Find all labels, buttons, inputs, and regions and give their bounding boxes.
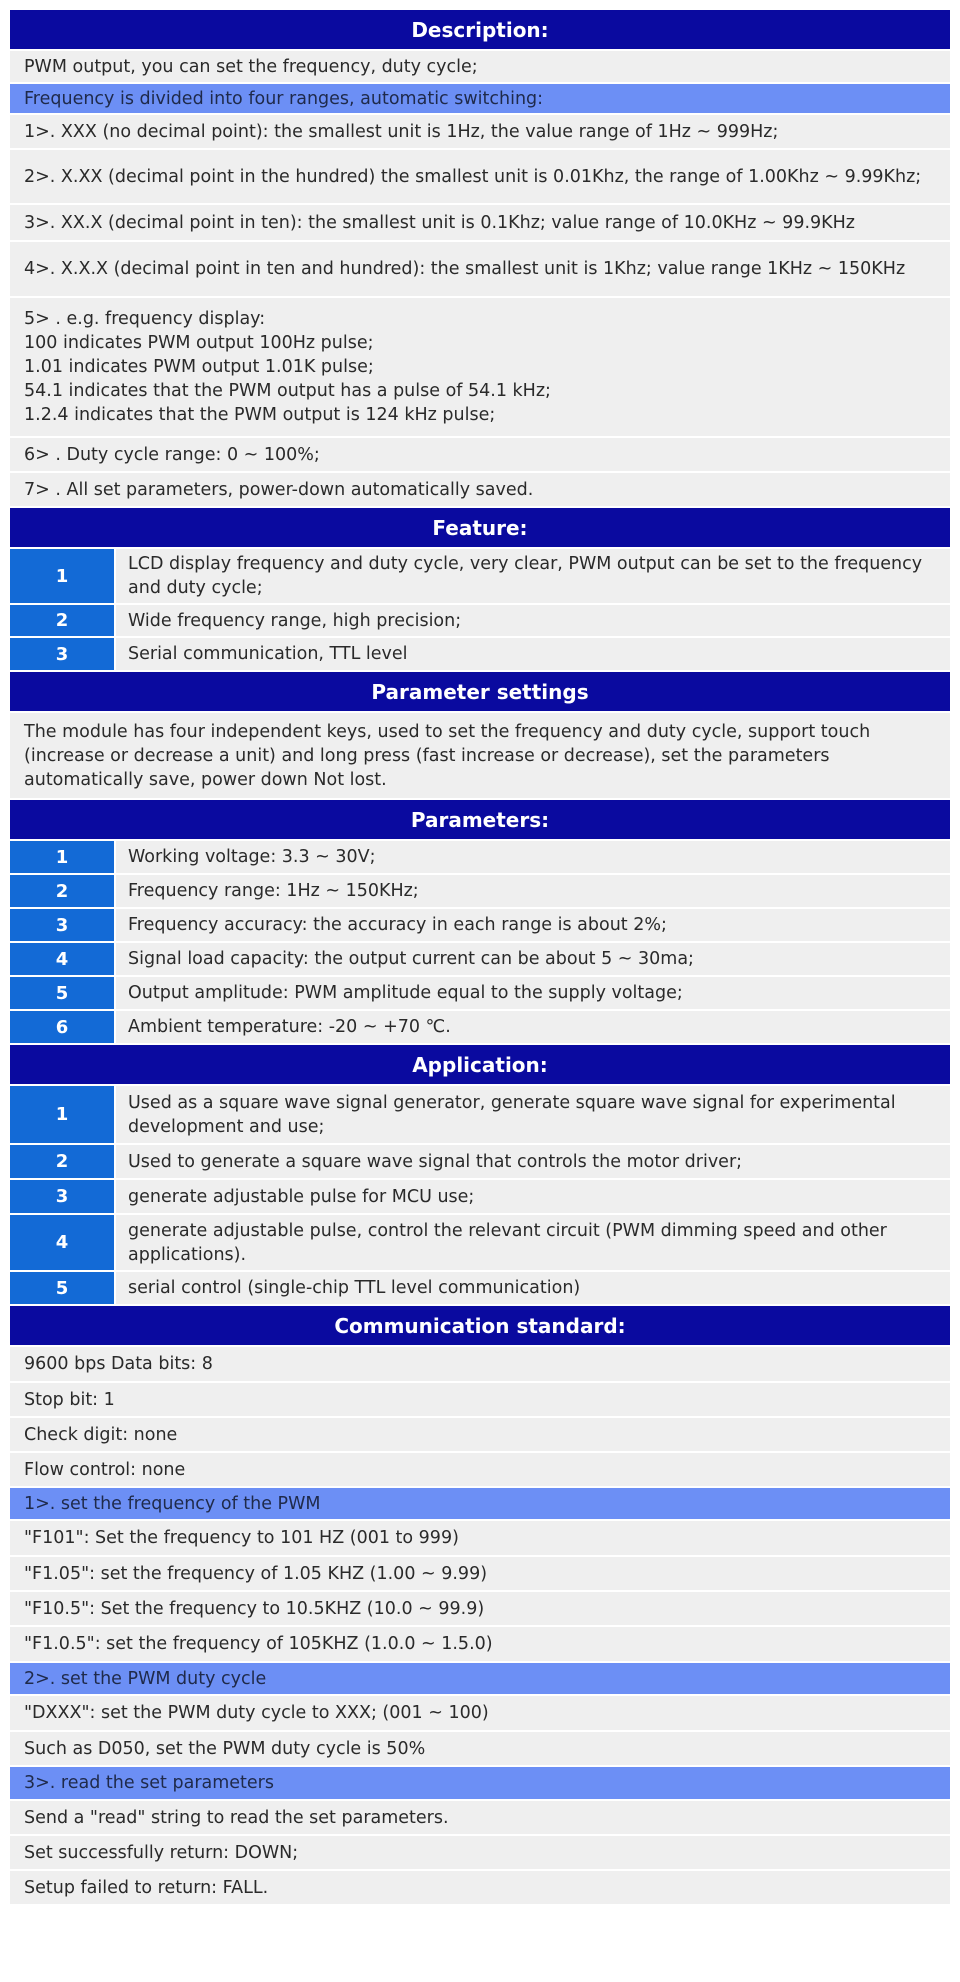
- item-number: 2: [10, 605, 116, 636]
- item-text: Working voltage: 3.3 ~ 30V;: [116, 841, 950, 873]
- text-row-text: 9600 bps Data bits: 8: [24, 1354, 213, 1374]
- numbered-row: [10, 1011, 950, 1045]
- text-row: [10, 1383, 950, 1418]
- text-row: [10, 713, 950, 800]
- text-row: [10, 1347, 950, 1383]
- numbered-row: [10, 1086, 950, 1145]
- text-row: [10, 205, 950, 242]
- subheading-row: [10, 84, 950, 115]
- text-row-text: The module has four independent keys, used to set the frequency and duty cycle, support touch (increase or decrease a unit) and long press (fast increase or decrease), set the parameters automatically save, power down Not lost.: [24, 721, 871, 790]
- text-row: [10, 1732, 950, 1767]
- section-header: [10, 10, 950, 51]
- item-text: Used to generate a square wave signal that controls the motor driver;: [116, 1145, 950, 1178]
- item-number: 1: [10, 549, 116, 603]
- item-number: 3: [10, 1180, 116, 1213]
- item-number: 4: [10, 943, 116, 975]
- text-row: [10, 1801, 950, 1836]
- text-row: [10, 150, 950, 205]
- item-text: generate adjustable pulse for MCU use;: [116, 1180, 950, 1213]
- text-row-text: Set successfully return: DOWN;: [24, 1842, 299, 1863]
- text-row: [10, 51, 950, 84]
- item-number: 4: [10, 1215, 116, 1270]
- text-row-text: 3>. XX.X (decimal point in ten): the smallest unit is 0.1Khz; value range of 10.0KHz ~ 99.9KHz: [24, 212, 855, 233]
- item-text: Signal load capacity: the output current can be about 5 ~ 30ma;: [116, 943, 950, 975]
- item-text: Used as a square wave signal generator, generate square wave signal for experimental development and use;: [116, 1086, 950, 1143]
- text-row-text: 1>. XXX (no decimal point): the smallest unit is 1Hz, the value range of 1Hz ~ 999Hz;: [24, 121, 779, 142]
- spec-document: [10, 8, 950, 1906]
- text-row: [10, 115, 950, 150]
- numbered-row: [10, 1272, 950, 1306]
- item-number: 1: [10, 841, 116, 873]
- section-header: [10, 1306, 950, 1347]
- item-text: Output amplitude: PWM amplitude equal to the supply voltage;: [116, 977, 950, 1009]
- numbered-row: [10, 909, 950, 943]
- section-header: [10, 672, 950, 713]
- section-header-text: Parameter settings: [371, 679, 589, 704]
- subheading-row: [10, 1488, 950, 1521]
- text-row: [10, 1521, 950, 1557]
- text-row: [10, 1453, 950, 1488]
- text-row: [10, 473, 950, 508]
- subheading-row: [10, 1767, 950, 1801]
- text-row-text: 6> . Duty cycle range: 0 ~ 100%;: [24, 444, 320, 465]
- item-number: 5: [10, 1272, 116, 1304]
- text-row: [10, 1418, 950, 1453]
- text-row-text: "F1.05": set the frequency of 1.05 KHZ (1.00 ~ 9.99): [24, 1563, 488, 1584]
- numbered-row: [10, 638, 950, 672]
- item-text: Ambient temperature: -20 ~ +70 ℃.: [116, 1011, 950, 1043]
- item-number: 5: [10, 977, 116, 1009]
- text-row-text: Such as D050, set the PWM duty cycle is 50%: [24, 1738, 426, 1759]
- text-row-text: "DXXX": set the PWM duty cycle to XXX; (001 ~ 100): [24, 1703, 489, 1723]
- text-row-text: Flow control: none: [24, 1459, 186, 1480]
- text-row: [10, 1627, 950, 1663]
- item-text: Frequency accuracy: the accuracy in each range is about 2%;: [116, 909, 950, 941]
- section-header-text: Communication standard:: [334, 1313, 626, 1338]
- text-row: [10, 1836, 950, 1871]
- text-row-text: "F10.5": Set the frequency to 10.5KHZ (10.0 ~ 99.9): [24, 1598, 485, 1619]
- text-row: [10, 1592, 950, 1627]
- section-header-text: Application:: [412, 1052, 548, 1077]
- text-row: [10, 1871, 950, 1906]
- text-row-text: PWM output, you can set the frequency, duty cycle;: [24, 56, 478, 77]
- text-row-text: 2>. X.XX (decimal point in the hundred) the smallest unit is 0.01Khz, the range of 1.00Khz ~ 9.99Khz;: [24, 166, 922, 187]
- subheading-row: [10, 1663, 950, 1696]
- text-row-text: Setup failed to return: FALL.: [24, 1877, 269, 1898]
- text-row-text: "F1.0.5": set the frequency of 105KHZ (1.0.0 ~ 1.5.0): [24, 1634, 493, 1654]
- numbered-row: [10, 1145, 950, 1180]
- text-row: [10, 1696, 950, 1732]
- section-header: [10, 800, 950, 841]
- text-row: [10, 438, 950, 473]
- item-number: 6: [10, 1011, 116, 1043]
- section-header-text: Feature:: [432, 515, 528, 540]
- text-row-text: 7> . All set parameters, power-down automatically saved.: [24, 479, 534, 500]
- numbered-row: [10, 549, 950, 605]
- subheading-row-text: 1>. set the frequency of the PWM: [24, 1493, 321, 1514]
- subheading-row-text: 2>. set the PWM duty cycle: [24, 1668, 267, 1689]
- text-row-text: Stop bit: 1: [24, 1389, 115, 1410]
- section-header: [10, 508, 950, 549]
- item-number: 1: [10, 1086, 116, 1143]
- text-row-text: Send a "read" string to read the set parameters.: [24, 1807, 449, 1828]
- text-row-text: 5> . e.g. frequency display: 100 indicates PWM output 100Hz pulse; 1.01 indicates PWM output 1.01K pulse; 54.1 indicates that the PWM output has a pulse of 54.1 kHz; 1.2.4 indicates that the PWM output is 124 kHz pulse;: [24, 309, 551, 425]
- section-header-text: Description:: [411, 17, 549, 42]
- item-text: serial control (single-chip TTL level communication): [116, 1272, 950, 1304]
- numbered-row: [10, 841, 950, 875]
- numbered-row: [10, 943, 950, 977]
- item-number: 2: [10, 875, 116, 907]
- numbered-row: [10, 875, 950, 909]
- subheading-row-text: 3>. read the set parameters: [24, 1773, 274, 1793]
- text-row-text: "F101": Set the frequency to 101 HZ (001 to 999): [24, 1528, 459, 1548]
- item-text: Serial communication, TTL level: [116, 638, 950, 670]
- numbered-row: [10, 977, 950, 1011]
- text-row: [10, 242, 950, 298]
- item-text: LCD display frequency and duty cycle, very clear, PWM output can be set to the frequency and duty cycle;: [116, 549, 950, 603]
- section-header: [10, 1045, 950, 1086]
- subheading-row-text: Frequency is divided into four ranges, automatic switching:: [24, 88, 544, 109]
- text-row-text: Check digit: none: [24, 1424, 178, 1445]
- item-number: 3: [10, 638, 116, 670]
- text-row-text: 4>. X.X.X (decimal point in ten and hundred): the smallest unit is 1Khz; value range 1KHz ~ 150KHz: [24, 259, 906, 279]
- item-text: Wide frequency range, high precision;: [116, 605, 950, 636]
- item-number: 2: [10, 1145, 116, 1178]
- numbered-row: [10, 1180, 950, 1215]
- text-row: [10, 1557, 950, 1592]
- numbered-row: [10, 605, 950, 638]
- section-header-text: Parameters:: [410, 807, 550, 832]
- text-row: [10, 298, 950, 438]
- item-text: generate adjustable pulse, control the relevant circuit (PWM dimming speed and other applications).: [116, 1215, 950, 1270]
- item-number: 3: [10, 909, 116, 941]
- numbered-row: [10, 1215, 950, 1272]
- item-text: Frequency range: 1Hz ~ 150KHz;: [116, 875, 950, 907]
